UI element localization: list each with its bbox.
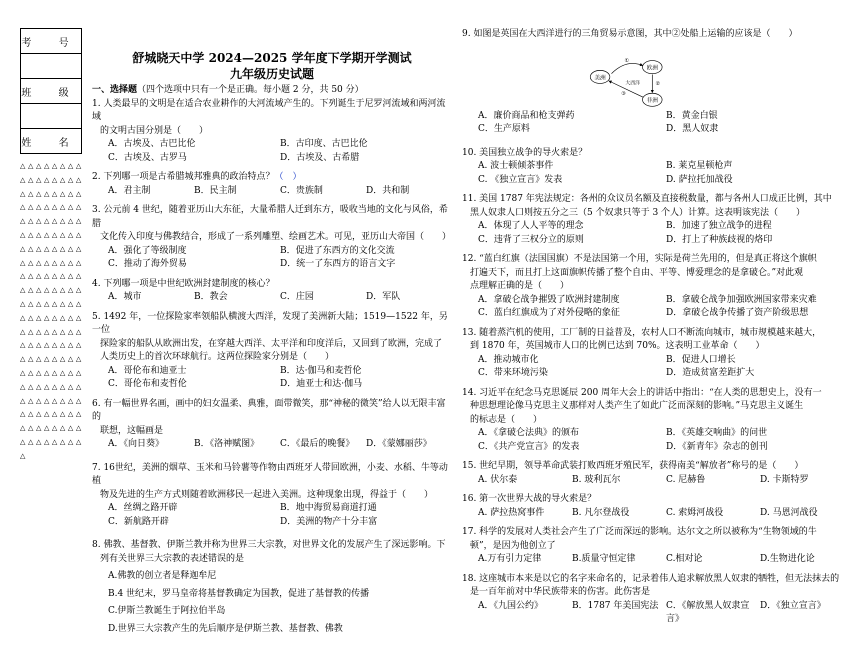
question-stem-line: 列有关世界三大宗教的表述错误的是	[92, 553, 452, 567]
answer-option[interactable]: A．《九国公约》	[478, 600, 572, 627]
option-row	[108, 291, 452, 305]
section-note: （四个选项中只有一个是正确。每小题 2 分，共 50 分）	[137, 85, 364, 95]
answer-option[interactable]: D．《新青年》杂志的创刊	[666, 441, 854, 455]
question-stem-line: 16. 第一次世界大战的导火索是？	[462, 493, 854, 507]
question-stem-line: 5. 1492 年，一位探险家率领船队横渡大西洋，发现了美洲新大陆；1519—1522 年，另一位	[92, 311, 452, 338]
answer-option[interactable]: B．加速了独立战争的进程	[666, 220, 854, 234]
question-item	[462, 387, 854, 455]
answer-option[interactable]: D．《蒙娜丽莎》	[366, 438, 452, 452]
info-field-exam-number[interactable]	[21, 54, 81, 79]
question-stem-line: 10. 美国独立战争的导火索是？	[462, 147, 854, 161]
answer-option[interactable]: D．共和制	[366, 185, 452, 199]
question-stem-line: 是一百年前对中华民族带来的伤害。此伤害是	[462, 586, 854, 600]
option-row	[108, 185, 452, 199]
question-stem-line: 9. 如图是英国在大西洋进行的三角贸易示意图，其中②处船上运输的应该是（ ）	[462, 28, 854, 42]
left-question-column	[92, 28, 452, 646]
option-row	[478, 474, 854, 488]
option-row	[478, 354, 854, 368]
option-row	[108, 138, 452, 152]
question-item	[462, 193, 854, 247]
answer-option[interactable]: C．哥伦布和麦哲伦	[108, 378, 280, 392]
answer-option[interactable]: A．体现了人人平等的理念	[478, 220, 666, 234]
answer-option[interactable]: A. 伏尔泰	[478, 474, 572, 488]
option-row	[478, 220, 854, 234]
option-row	[478, 307, 854, 321]
question-item	[462, 526, 854, 567]
answer-option[interactable]: C．推动了海外贸易	[108, 258, 280, 272]
route-3-label: ③	[621, 91, 626, 97]
answer-option[interactable]: D．古埃及、古希腊	[280, 152, 452, 166]
answer-option[interactable]: D．打上了种族歧视的烙印	[666, 234, 854, 248]
question-item	[92, 539, 452, 636]
question-item	[462, 460, 854, 487]
answer-option[interactable]: D．统一了东西方的语言文字	[280, 258, 452, 272]
question-stem-line: 15. 世纪早期，领导革命武装打败西班牙殖民军，获得南美“解放者”称号的是（ ）	[462, 460, 854, 474]
answer-option[interactable]: B．促进人口增长	[666, 354, 854, 368]
ocean-label: 大西洋	[625, 79, 640, 86]
answer-option[interactable]: A．哥伦布和迪亚士	[108, 365, 280, 379]
info-label-class: 班 级	[21, 79, 81, 104]
answer-option[interactable]: D．拿破仑战争传播了资产阶级思想	[666, 307, 854, 321]
question-stem-line: 7. 16世纪，美洲的烟草、玉米和马铃薯等作物由西班牙人带回欧洲，小麦、水稻、牛等动植	[92, 462, 452, 489]
question-item	[92, 98, 452, 166]
answer-option[interactable]: C．蓝白红旗成为了对外侵略的象征	[478, 307, 666, 321]
option-row	[108, 605, 452, 619]
option-row	[478, 600, 854, 627]
option-row	[478, 123, 854, 137]
answer-option[interactable]: C．古埃及、古罗马	[108, 152, 280, 166]
answer-option[interactable]: D．迪亚士和达·伽马	[280, 378, 452, 392]
africa-label: 非洲	[647, 96, 659, 104]
answer-option[interactable]: C．生产原料	[478, 123, 666, 137]
question-stem-line: 4. 下列哪一项是中世纪欧洲封建制度的核心？	[92, 278, 452, 292]
question-stem-line: 11. 美国 1787 年宪法规定：各州的众议员名额及直接税数量，都与各州人口成正比例，其中	[462, 193, 854, 207]
answer-option[interactable]: A．《拿破仑法典》的颁布	[478, 427, 666, 441]
answer-option[interactable]: A．推动城市化	[478, 354, 666, 368]
option-row	[108, 378, 452, 392]
answer-option[interactable]: D. 马恩河战役	[760, 507, 854, 521]
option-row	[108, 516, 452, 530]
answer-option[interactable]: B.质量守恒定律	[572, 553, 666, 567]
option-row	[478, 427, 854, 441]
answer-option[interactable]: C. 《独立宣言》发表	[478, 174, 666, 188]
option-row	[478, 553, 854, 567]
question-stem-line: 的文明古国分别是（ ）	[92, 125, 452, 139]
answer-option[interactable]: A．廉价商品和枪支弹药	[478, 110, 666, 124]
route-2-label: ②	[656, 81, 661, 87]
question-stem-line: 3. 公元前 4 世纪，随着亚历山大东征，大量希腊人迁到东方，吸收当地的文化与风俗，希腊	[92, 204, 452, 231]
option-row	[108, 438, 452, 452]
option-row	[478, 160, 854, 174]
option-row	[478, 294, 854, 308]
answer-option[interactable]: A.佛教的创立者是释迦牟尼	[108, 570, 452, 584]
question-stem-line: 探险家的船队从欧洲出发，在穿越大西洋、太平洋和印度洋后，又回到了欧洲，完成了	[92, 338, 452, 352]
answer-option[interactable]: A．君主制	[108, 185, 194, 199]
question-stem-line: 点理解正确的是（ ）	[462, 280, 854, 294]
answer-option[interactable]: B. 玻利瓦尔	[572, 474, 666, 488]
question-item	[92, 398, 452, 452]
answer-option[interactable]: D．《独立宣言》	[760, 600, 854, 627]
seal-line-triangles: △△△△△△△△△△△△△△△△△△△△△△△△△△△△△△△△△△△△△△△△△△△△△△△△△△△△△△△△△△△△△△△△△△△△△△△△△△△△△△△△△△△△△△△△△△△△△△△△△△△△△△△△△△△△△△△△△△△△△△△△△△△△△△△△△△△△△△△△△△△△△△△△△△△△△△△△△△△△△△△△△△△△△△△△△	[20, 160, 86, 590]
question-stem-line: 文化传入印度与佛教结合，形成了一系列雕塑、绘画艺术。可见，亚历山大帝国（ ）	[92, 231, 452, 245]
question-item	[462, 327, 854, 381]
question-stem-line: 17. 科学的发展对人类社会产生了广泛而深远的影响。达尔文之所以被称为“生物领域的牛	[462, 526, 854, 540]
option-row	[108, 623, 452, 637]
answer-option[interactable]: C．《共产党宣言》的发表	[478, 441, 666, 455]
question-stem-line: 6. 有一幅世界名画，画中的妇女温柔、典雅，面带微笑，那“神秘的微笑”给人以无限丰富的	[92, 398, 452, 425]
question-item	[462, 147, 854, 188]
answer-option[interactable]: B. 凡尔登战役	[572, 507, 666, 521]
option-row	[108, 570, 452, 584]
answer-option[interactable]: B．达·伽马和麦哲伦	[280, 365, 452, 379]
triangle-trade-diagram	[587, 50, 667, 112]
question-stem-line: 18. 这座城市本来是以它的名字来命名的，记录着伟人追求解放黑人奴隶的牺牲，但无法抹去的	[462, 573, 854, 587]
question-item	[92, 204, 452, 272]
question-stem-line: 1. 人类最早的文明是在适合农业耕作的大河流域产生的。下列诞生于尼罗河流域和两河流域	[92, 98, 452, 125]
option-row	[108, 245, 452, 259]
answer-option[interactable]: C．《最后的晚餐》	[280, 438, 366, 452]
option-row	[478, 174, 854, 188]
question-stem-line: 打遍天下，而且打上这面旗帜传播了整个自由、平等、博爱理念的是拿破仑。”对此观	[462, 267, 854, 281]
answer-option[interactable]: D．黑人奴隶	[666, 123, 854, 137]
spacer	[92, 529, 452, 539]
question-stem-line: 的标志是（ ）	[462, 414, 854, 428]
answer-option[interactable]: C．带来环境污染	[478, 367, 666, 381]
answer-option[interactable]: B．促进了东西方的文化交流	[280, 245, 452, 259]
answer-option[interactable]: B．古印度、古巴比伦	[280, 138, 452, 152]
answer-option[interactable]: D．军队	[366, 291, 452, 305]
option-row	[478, 234, 854, 248]
answer-option[interactable]: C．违背了三权分立的原则	[478, 234, 666, 248]
answer-option[interactable]: B. 莱克星顿枪声	[666, 160, 854, 174]
student-info-box	[20, 28, 82, 154]
answer-option[interactable]: C.相对论	[666, 553, 760, 567]
route-1-label: ①	[625, 58, 630, 64]
question-stem-line: 物及先进的生产方式则随着欧洲移民一起进入美洲。这种现象出现，得益于（ ）	[92, 489, 452, 503]
option-row	[478, 507, 854, 521]
answer-option[interactable]: C.伊斯兰教诞生于阿拉伯半岛	[108, 605, 452, 619]
option-row	[108, 502, 452, 516]
answer-option[interactable]: C．贵族制	[280, 185, 366, 199]
question-stem-line: 联想，这幅画是	[92, 425, 452, 439]
answer-option[interactable]: D．造成贫富差距扩大	[666, 367, 854, 381]
answer-option[interactable]: C. 尼赫鲁	[666, 474, 760, 488]
answer-option[interactable]: D.生物进化论	[760, 553, 854, 567]
answer-option[interactable]: A．《向日葵》	[108, 438, 194, 452]
answer-option[interactable]: C. 索姆河战役	[666, 507, 760, 521]
info-field-class[interactable]	[21, 104, 81, 129]
answer-option[interactable]: D.世界三大宗教产生的先后顺序是伊斯兰教、基督教、佛教	[108, 623, 452, 637]
answer-option[interactable]: A．古埃及、古巴比伦	[108, 138, 280, 152]
option-row	[108, 152, 452, 166]
question-stem-line: 13. 随着蒸汽机的使用，工厂制的日益普及，农村人口不断流向城市，城市规模越来越大，	[462, 327, 854, 341]
answer-blank: （ ）	[274, 172, 301, 182]
right-questions	[462, 28, 854, 633]
answer-option[interactable]: A. 波士顿倾茶事件	[478, 160, 666, 174]
question-stem-line: 黑人奴隶人口则按五分之三（5 个奴隶只等于 3 个人）计算。这表明该宪法（ ）	[462, 207, 854, 221]
option-row	[108, 365, 452, 379]
question-stem-line: 14. 习近平在纪念马克思诞辰 200 周年大会上的讲话中指出：“在人类的思想史上，没有一	[462, 387, 854, 401]
answer-option[interactable]: B．黄金白银	[666, 110, 854, 124]
question-stem-line: 8. 佛教、基督教、伊斯兰教并称为世界三大宗教，对世界文化的发展产生了深远影响。下	[92, 539, 452, 553]
question-item	[92, 171, 452, 198]
question-item	[92, 311, 452, 392]
exam-subtitle: 九年级历史试题	[92, 66, 452, 82]
spacer	[462, 137, 854, 147]
question-stem-line: 2. 下列哪一项是古希腊城邦雅典的政治特点？	[92, 172, 274, 182]
answer-option[interactable]: B．《洛神赋图》	[194, 438, 280, 452]
answer-option[interactable]: A．强化了等级制度	[108, 245, 280, 259]
option-row	[108, 258, 452, 272]
spacer	[92, 452, 452, 462]
spacer	[462, 627, 854, 633]
answer-option[interactable]: B．地中海贸易商道打通	[280, 502, 452, 516]
answer-option[interactable]: B．教会	[194, 291, 280, 305]
question-stem-line: 12. “蓝白红旗（法国国旗）不是法国第一个用，实际是荷兰先用的，但是真正将这个旗帜	[462, 253, 854, 267]
answer-option[interactable]: A.万有引力定律	[478, 553, 572, 567]
question-stem-line: 人类历史上的首次环球航行。这两位探险家分别是（ ）	[92, 351, 452, 365]
question-item	[462, 573, 854, 627]
answer-option[interactable]: A．丝绸之路开辟	[108, 502, 280, 516]
question-stem-line: 到 1870 年，英国城市人口的比例已达到 70%。这表明工业革命（ ）	[462, 340, 854, 354]
spacer	[92, 640, 452, 646]
question-item	[462, 253, 854, 321]
right-question-column	[462, 28, 854, 633]
answer-option[interactable]: B．《英雄交响曲》的问世	[666, 427, 854, 441]
answer-option[interactable]: C．《解放黑人奴隶宣言》	[666, 600, 760, 627]
section-title: 一、选择题	[92, 85, 137, 95]
answer-option[interactable]: B．1787 年美国宪法	[572, 600, 666, 627]
america-label: 美洲	[594, 73, 606, 81]
info-label-name: 姓 名	[21, 129, 81, 154]
answer-option[interactable]: C．庄园	[280, 291, 366, 305]
option-row	[478, 367, 854, 381]
option-row	[478, 441, 854, 455]
question-stem-line: 种思想理论像马克思主义那样对人类产生了如此广泛而深刻的影响。”马克思主义诞生	[462, 400, 854, 414]
section-heading	[92, 84, 452, 98]
answer-option[interactable]: A．拿破仑战争摧毁了欧洲封建制度	[478, 294, 666, 308]
answer-option[interactable]: C．新航路开辟	[108, 516, 280, 530]
left-questions	[92, 98, 452, 646]
answer-option[interactable]: D. 萨拉托加战役	[666, 174, 854, 188]
answer-option[interactable]: A．城市	[108, 291, 194, 305]
arrow-america-europe	[611, 63, 642, 73]
question-item	[92, 278, 452, 305]
answer-option[interactable]: B．拿破仑战争加强欧洲国家带来灾难	[666, 294, 854, 308]
question-stem-line: 顿”，是因为他创立了	[462, 540, 854, 554]
answer-option[interactable]: B.4 世纪末，罗马皇帝将基督教确定为国教，促进了基督教的传播	[108, 588, 452, 602]
answer-option[interactable]: D. 卡斯特罗	[760, 474, 854, 488]
europe-label: 欧洲	[647, 64, 659, 72]
answer-option[interactable]: B．民主制	[194, 185, 280, 199]
option-row	[108, 588, 452, 602]
question-item	[462, 493, 854, 520]
answer-option[interactable]: A. 萨拉热窝事件	[478, 507, 572, 521]
question-item	[92, 462, 452, 530]
answer-option[interactable]: D．美洲的物产十分丰富	[280, 516, 452, 530]
exam-title: 舒城晓天中学 2024—2025 学年度下学期开学测试	[92, 50, 452, 66]
info-label-exam-number: 考 号	[21, 29, 81, 54]
